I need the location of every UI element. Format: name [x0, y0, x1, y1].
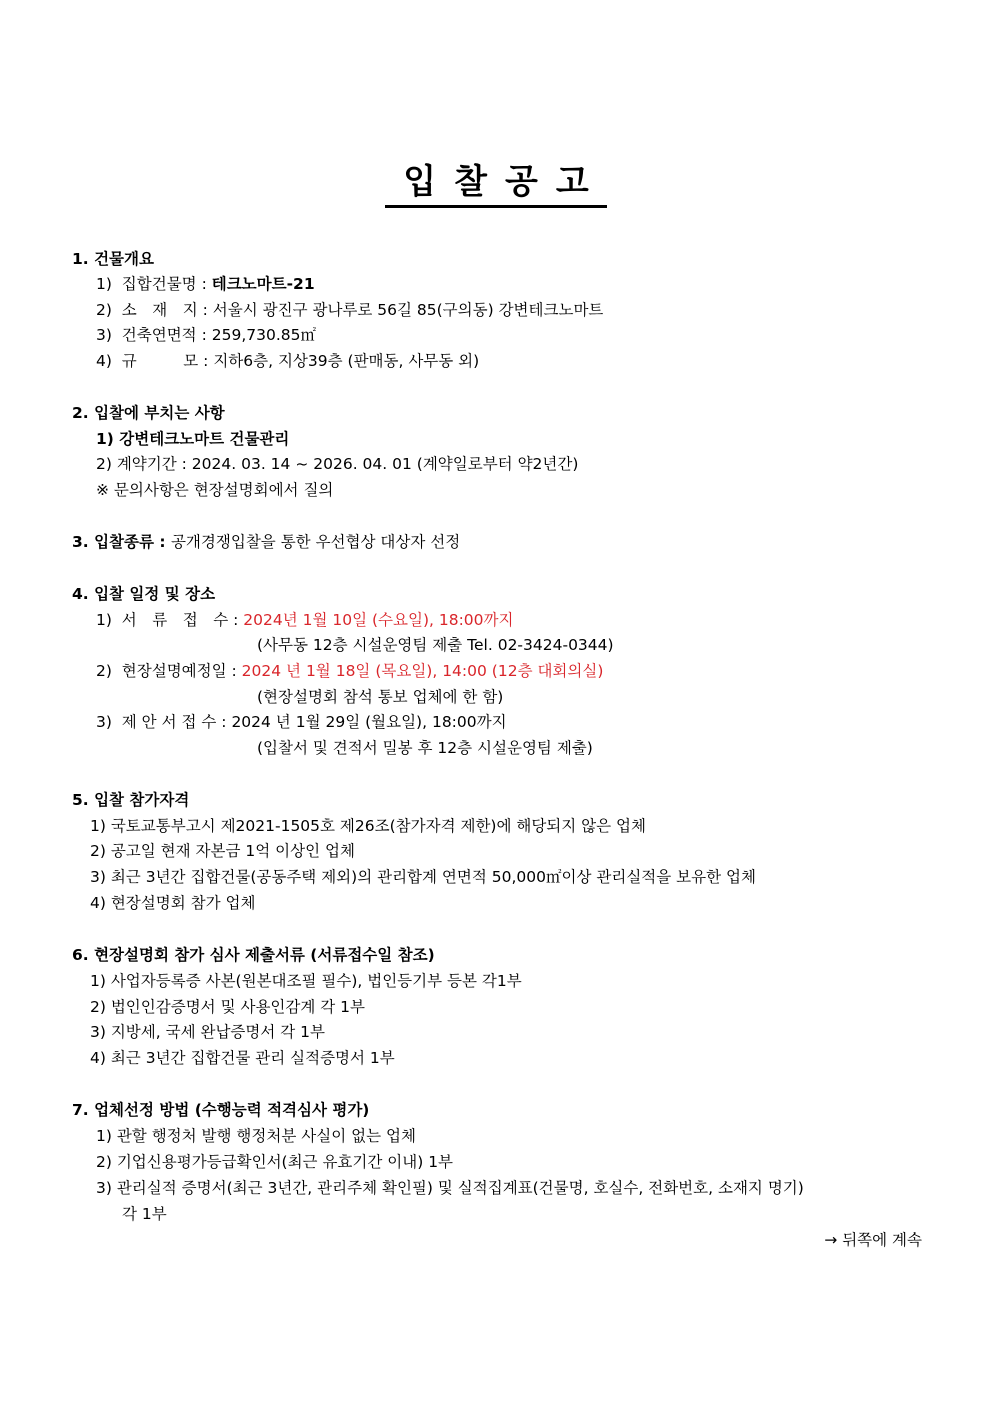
- s6-item-3: 3) 지방세, 국세 완납증명서 각 1부: [90, 1023, 326, 1041]
- document-title: 입찰공고: [0, 154, 992, 208]
- s2-note: ※ 문의사항은 현장설명회에서 질의: [96, 481, 334, 499]
- s6-item-4: 4) 최근 3년간 집합건물 관리 실적증명서 1부: [90, 1049, 395, 1067]
- s5-item-3: 3) 최근 3년간 집합건물(공동주택 제외)의 관리합계 연면적 50,000㎡이상 관리실적을 보유한 업체: [90, 868, 756, 886]
- s1-item-4: 4) 규 모 : 지하6층, 지상39층 (판매동, 사무동 외): [96, 352, 480, 370]
- s7-item-2: 2) 기업신용평가등급확인서(최근 유효기간 이내) 1부: [96, 1153, 454, 1171]
- s4-item-3: 3) 제 안 서 접 수 : 2024 년 1월 29일 (월요일), 18:00까지: [96, 713, 507, 731]
- s2-item-2: 2) 계약기간 : 2024. 03. 14 ~ 2026. 04. 01 (계약일로부터 약2년간): [96, 455, 579, 473]
- s6-item-1: 1) 사업자등록증 사본(원본대조필 필수), 법인등기부 등본 각1부: [90, 972, 522, 990]
- s1-item-3: 3) 건축연면적 : 259,730.85㎡: [96, 326, 316, 344]
- s5-item-2: 2) 공고일 현재 자본금 1억 이상인 업체: [90, 842, 355, 860]
- section-7-heading: 7. 업체선정 방법 (수행능력 적격심사 평가): [72, 1101, 370, 1119]
- s5-item-1: 1) 국토교통부고시 제2021-1505호 제26조(참가자격 제한)에 해당되지 않은 업체: [90, 817, 647, 835]
- section-1-heading: 1. 건물개요: [72, 250, 154, 268]
- s4-item-2-sub: (현장설명회 참석 통보 업체에 한 함): [257, 688, 504, 706]
- s2-item-1: 1) 강변테크노마트 건물관리: [96, 430, 290, 448]
- s1-item-2: 2) 소 재 지 : 서울시 광진구 광나루로 56길 85(구의동) 강변테크노마트: [96, 301, 604, 319]
- s4-item-2: 2) 현장설명예정일 : 2024 년 1월 18일 (목요일), 14:00 (12층 대회의실): [96, 662, 604, 680]
- s4-item-3-sub: (입찰서 및 견적서 밀봉 후 12층 시설운영팀 제출): [257, 739, 593, 757]
- s7-item-3-cont: 각 1부: [122, 1205, 167, 1223]
- continue-note: → 뒤쪽에 계속: [824, 1231, 922, 1249]
- s1-item-1: 1) 집합건물명 : 테크노마트-21: [96, 275, 315, 293]
- s4-item-1-sub: (사무동 12층 시설운영팀 제출 Tel. 02-3424-0344): [257, 636, 614, 654]
- s4-item-1: 1) 서 류 접 수 : 2024년 1월 10일 (수요일), 18:00까지: [96, 611, 514, 629]
- s7-item-1: 1) 관할 행정처 발행 행정처분 사실이 없는 업체: [96, 1127, 416, 1145]
- s5-item-4: 4) 현장설명회 참가 업체: [90, 894, 256, 912]
- s6-item-2: 2) 법인인감증명서 및 사용인감계 각 1부: [90, 998, 366, 1016]
- section-2-heading: 2. 입찰에 부치는 사항: [72, 404, 225, 422]
- section-4-heading: 4. 입찰 일정 및 장소: [72, 585, 216, 603]
- section-6-heading: 6. 현장설명회 참가 심사 제출서류 (서류접수일 참조): [72, 946, 435, 964]
- section-3: 3. 입찰종류 : 공개경쟁입찰을 통한 우선협상 대상자 선정: [72, 533, 461, 551]
- s7-item-3: 3) 관리실적 증명서(최근 3년간, 관리주체 확인필) 및 실적집계표(건물명, 호실수, 전화번호, 소재지 명기): [96, 1179, 804, 1197]
- section-5-heading: 5. 입찰 참가자격: [72, 791, 190, 809]
